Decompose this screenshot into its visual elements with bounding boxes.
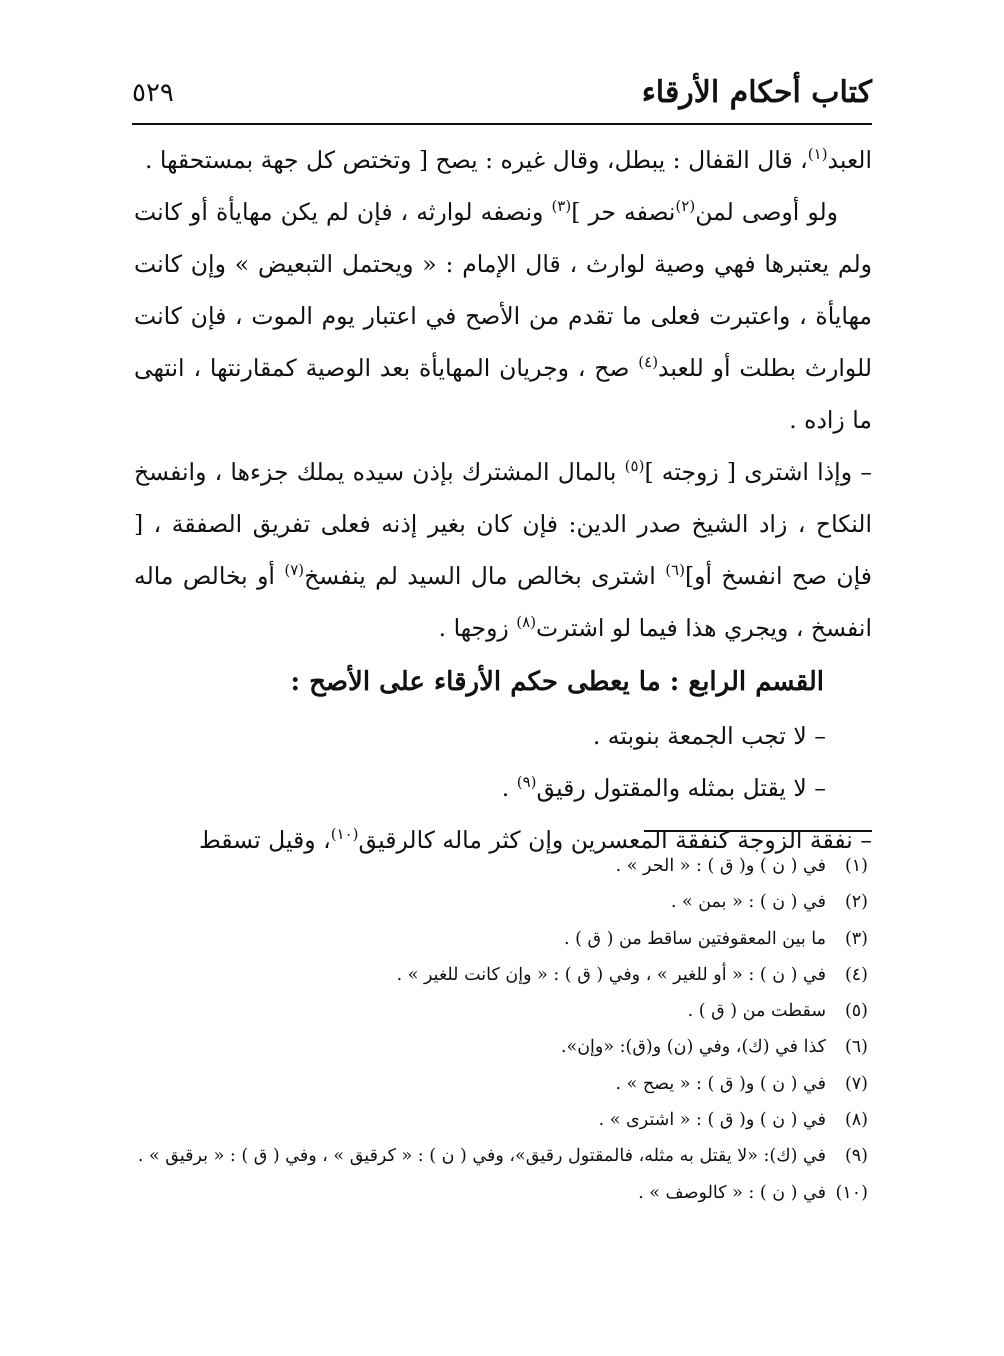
footnote xyxy=(120,1102,868,1138)
text-run: العبد xyxy=(827,146,872,174)
footnote-ref: (٥) xyxy=(624,457,645,475)
footnote-number: (١٠) xyxy=(835,1182,868,1203)
footnote xyxy=(120,1138,868,1174)
list-item: – لا تجب الجمعة بنوبته . xyxy=(592,722,826,750)
page-number: ٥٢٩ xyxy=(132,78,174,108)
footnote xyxy=(120,921,868,957)
book-title: كتاب أحكام الأرقاء xyxy=(641,75,872,110)
paragraph-3 xyxy=(134,446,872,654)
footnote-number: (٤) xyxy=(844,964,868,985)
footnote-number: (٨) xyxy=(844,1110,868,1131)
footnote-text: سقطت من ( ق ) . xyxy=(687,1001,826,1022)
footnote xyxy=(120,848,868,884)
footnote-text: في ( ن ) و( ق ) : « الحر » . xyxy=(615,856,826,876)
text-run: صح ، وجريان المهايأة بعد الوصية كمقارنتها ، انتهى ما زاده . xyxy=(134,354,872,434)
footnote-ref: (٦) xyxy=(665,561,685,579)
text-run: – وإذا اشترى [ زوجته ] xyxy=(644,458,872,486)
footnote-number: (٦) xyxy=(844,1037,868,1058)
footnote-number: (٩) xyxy=(844,1146,868,1167)
footnote-text: ما بين المعقوفتين ساقط من ( ق ) . xyxy=(563,928,826,949)
text-run: ونصفه لوارثه ، فإن لم يكن مهايأة أو كانت ولم يعتبرها فهي وصية لوارث ، قال الإمام : « ويحتمل التبعيض » وإن كانت مهايأة ، واعتبرت فعلى ما تقدم من الأصح في اعتبار يوم الموت ، فإن كانت للوارث بطلت أو للعبد xyxy=(134,198,872,382)
footnote-text: في (ك): «لا يقتل به مثله، فالمقتول رقيق»، وفي ( ن ) : « كرقيق » ، وفي ( ق ) : « برقيق » . xyxy=(137,1146,826,1167)
footnotes-list xyxy=(120,848,868,1211)
text-run: ، قال القفال : يبطل، وقال غيره : يصح [ وتختص كل جهة بمستحقها . xyxy=(144,146,808,174)
footnote-ref: (٤) xyxy=(638,353,659,371)
footnote-ref: (١) xyxy=(807,145,828,163)
text-run: أو بخالص ماله انفسخ ، ويجري هذا فيما لو اشترت xyxy=(134,562,872,642)
footnote-text: في ( ن ) : « أو للغير » ، وفي ( ق ) : « وإن كانت للغير » . xyxy=(396,964,826,985)
footnote-number: (٧) xyxy=(844,1073,868,1094)
footnote xyxy=(120,1066,868,1102)
footnote-number: (٢) xyxy=(844,892,868,913)
footnote-ref: (٢) xyxy=(675,197,696,215)
footnote xyxy=(120,1175,868,1211)
footnote-number: (١) xyxy=(844,856,868,876)
text-run: بالمال المشترك بإذن سيده يملك جزءها ، وانفسخ النكاح ، زاد الشيخ صدر الدين: فإن كان بغير إذنه فعلى تفريق الصفقة ، [ فإن صح انفسخ أو] xyxy=(134,458,872,590)
text-run: – نفقة الزوجة كنفقة المعسرين وإن كثر ماله كالرقيق xyxy=(358,826,872,854)
main-text xyxy=(134,134,872,866)
text-run: ، وقيل تسقط xyxy=(198,826,331,854)
footnote-number: (٣) xyxy=(844,928,868,949)
header-divider xyxy=(132,123,872,125)
footnote-divider xyxy=(644,830,872,832)
paragraph-2 xyxy=(134,186,872,446)
footnote-text: في ( ن ) و( ق ) : « يصح » . xyxy=(615,1073,826,1094)
footnote-text: كذا في (ك)، وفي (ن) و(ق): «وإن». xyxy=(560,1037,826,1058)
footnote-number: (٥) xyxy=(844,1001,868,1022)
footnote xyxy=(120,957,868,993)
text-run: . xyxy=(501,774,517,802)
footnote-text: في ( ن ) و( ق ) : « اشترى » . xyxy=(598,1110,826,1131)
text-run: نصفه حر ] xyxy=(571,198,676,226)
text-run: اشترى بخالص مال السيد لم ينفسخ xyxy=(304,562,666,590)
footnote-ref: (٩) xyxy=(516,773,537,791)
footnote-ref: (١٠) xyxy=(330,825,359,843)
footnote-text: في ( ن ) : « بمن » . xyxy=(670,892,826,913)
text-run: ولو أوصى لمن xyxy=(695,198,838,226)
footnote-ref: (٣) xyxy=(551,197,572,215)
list-item xyxy=(134,762,872,814)
paragraph-1 xyxy=(134,134,872,186)
footnote-text: في ( ن ) : « كالوصف » . xyxy=(638,1182,826,1203)
text-run: زوجها . xyxy=(438,614,517,642)
page-header xyxy=(132,66,872,120)
text-run: – لا يقتل بمثله والمقتول رقيق xyxy=(536,774,826,802)
footnote xyxy=(120,993,868,1029)
section-heading: القسم الرابع : ما يعطى حكم الأرقاء على الأصح : xyxy=(290,667,824,697)
footnote xyxy=(120,1029,868,1065)
footnote xyxy=(120,884,868,920)
footnote-ref: (٧) xyxy=(284,561,305,579)
footnote-ref: (٨) xyxy=(516,613,537,631)
